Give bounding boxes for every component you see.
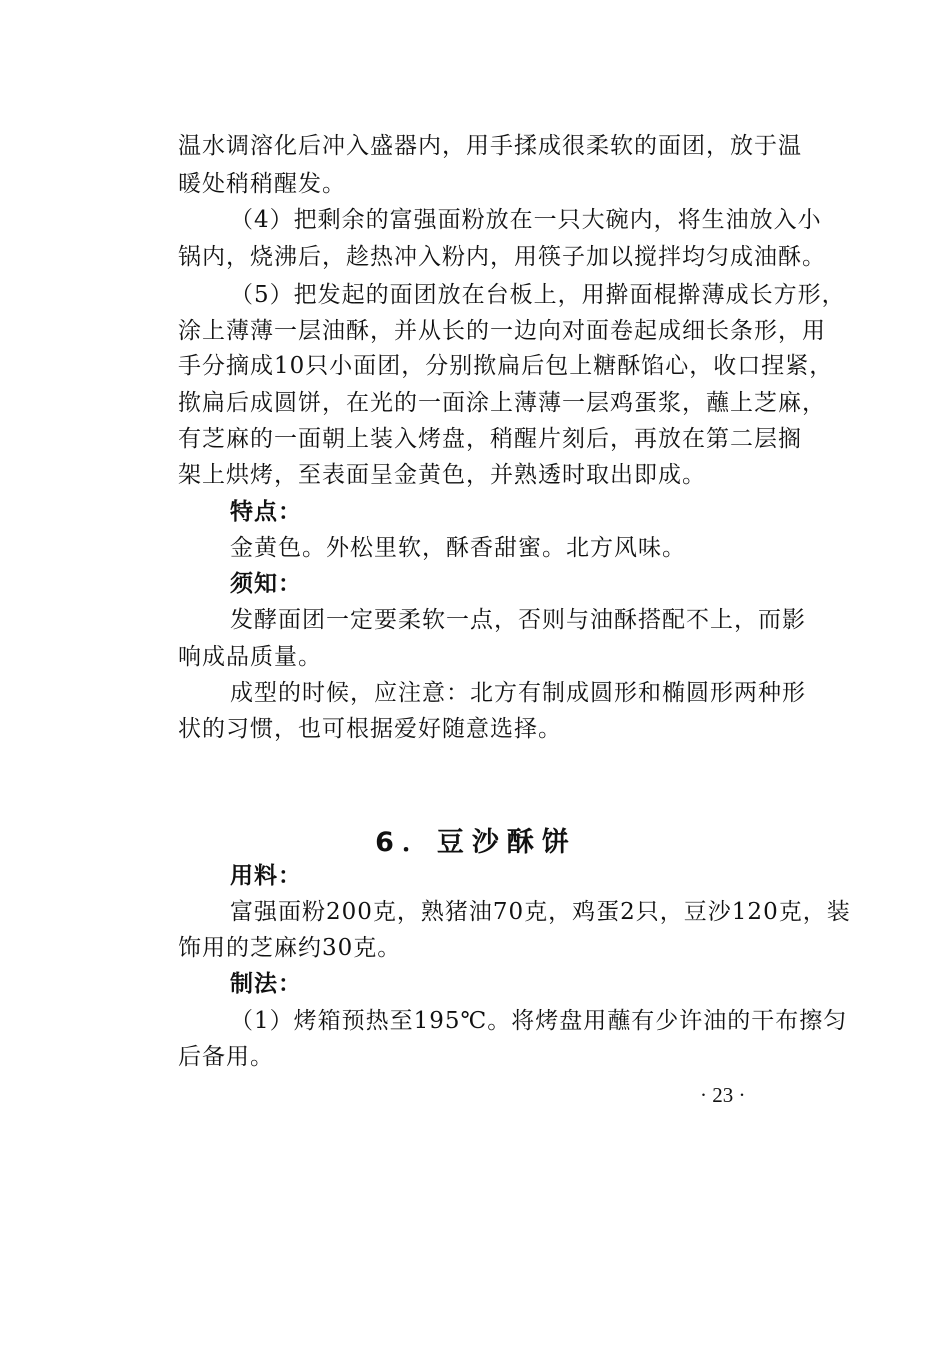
paragraph-line: 有芝麻的一面朝上装入烤盘，稍醒片刻后，再放在第二层搁 [178, 426, 802, 452]
paragraph-line: 成型的时候，应注意：北方有制成圆形和椭圆形两种形 [230, 680, 806, 706]
page-number: · 23 · [700, 1083, 746, 1107]
method-label: 制法： [230, 970, 302, 997]
paragraph-line: 手分摘成10只小面团，分别揿扁后包上糖酥馅心，收口捏紧， [178, 353, 834, 379]
notes-label: 须知： [230, 570, 302, 597]
features-text: 金黄色。外松里软，酥香甜蜜。北方风味。 [230, 535, 686, 561]
ingredients-label: 用料： [230, 862, 302, 889]
paragraph-line: 揿扁后成圆饼，在光的一面涂上薄薄一层鸡蛋浆，蘸上芝麻， [178, 390, 826, 416]
paragraph-line: 暖处稍稍醒发。 [178, 171, 346, 197]
paragraph-line: （1）烤箱预热至195℃。将烤盘用蘸有少许油的干布擦匀 [230, 1008, 848, 1034]
paragraph-line: 架上烘烤，至表面呈金黄色，并熟透时取出即成。 [178, 462, 706, 488]
section-title: 6．豆沙酥饼 [375, 827, 577, 858]
paragraph-line: 锅内，烧沸后，趁热冲入粉内，用筷子加以搅拌均匀成油酥。 [178, 244, 826, 270]
paragraph-line: 响成品质量。 [178, 644, 322, 670]
paragraph-line: 温水调溶化后冲入盛器内，用手揉成很柔软的面团，放于温 [178, 133, 802, 159]
paragraph-line: 状的习惯，也可根据爱好随意选择。 [178, 716, 562, 742]
paragraph-line: （5）把发起的面团放在台板上，用擀面棍擀薄成长方形， [230, 282, 846, 308]
paragraph-line: （4）把剩余的富强面粉放在一只大碗内，将生油放入小 [230, 207, 822, 233]
paragraph-line: 发酵面团一定要柔软一点，否则与油酥搭配不上，而影 [230, 607, 806, 633]
features-label: 特点： [230, 498, 302, 525]
paragraph-line: 后备用。 [178, 1044, 274, 1070]
paragraph-line: 饰用的芝麻约30克。 [178, 935, 402, 961]
paragraph-line: 涂上薄薄一层油酥，并从长的一边向对面卷起成细长条形，用 [178, 318, 826, 344]
paragraph-line: 富强面粉200克，熟猪油70克，鸡蛋2只，豆沙120克，装 [230, 899, 851, 925]
